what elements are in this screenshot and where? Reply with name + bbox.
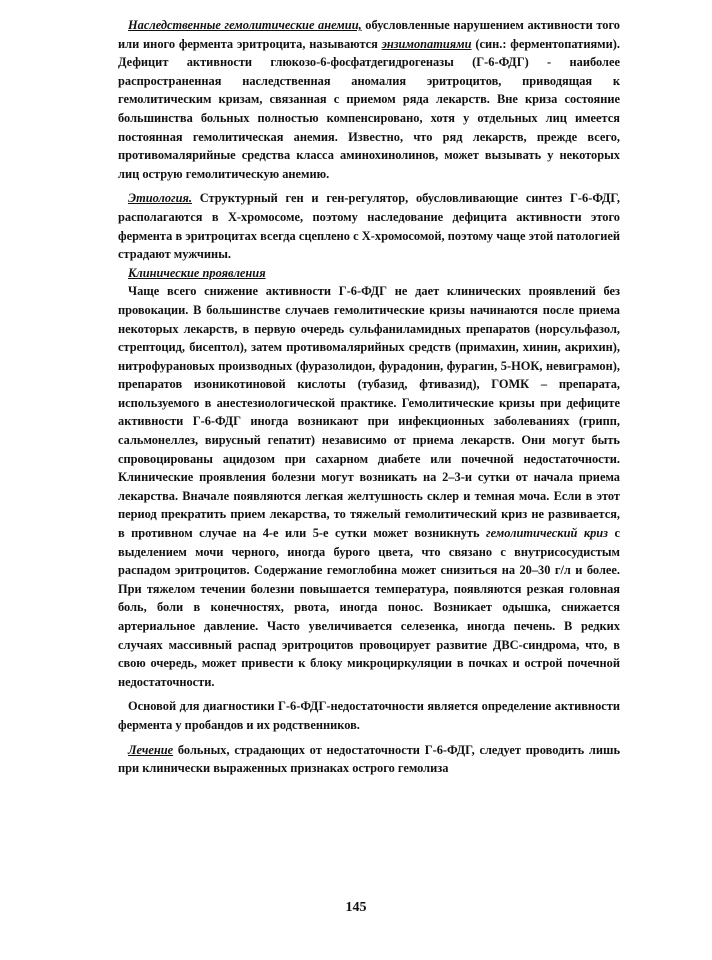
page-body	[118, 16, 620, 778]
paragraph-text: Структурный ген и ген-регулятор, обусловливающие синтез Г-6-ФДГ, располагаются в Х-хромосоме, поэтому наследование дефицита активности этого фермента в эритроцитах всегда сцеплено с Х-хромосомой, поэтому чаще этой патологией страдают мужчины.	[118, 191, 620, 262]
heading-treatment: Лечение	[128, 742, 174, 757]
paragraph-text: с выделением мочи черного, иногда бурого цвета, что связано с внутрисосудистым распадом эритроцитов. Содержание гемоглобина может снизиться на 20–30 г/л и более. При тяжелом течении болезни повышается температура, появляются резкая головная боль, боли в конечностях, рвота, иногда понос. Возникает одышка, снижается артериальное давление. Часто увеличивается селезенка, иногда печень. В редких случаях массивный распад эритроцитов провоцирует развитие ДВС-синдрома, что, в свою очередь, может привести к блоку микроциркуляции в почках и острой почечной недостаточности.	[118, 526, 620, 689]
paragraph-text: больных, страдающих от недостаточности Г-6-ФДГ, следует проводить лишь при клинически выраженных признаках острого гемолиза	[118, 742, 620, 776]
term-hemolytic-crisis: гемолитический криз	[486, 526, 609, 541]
paragraph-hereditary-anemias	[118, 16, 620, 183]
page-number: 145	[345, 900, 367, 915]
paragraph-clinical	[118, 282, 620, 691]
paragraph-text: Чаще всего снижение активности Г-6-ФДГ не дает клинических проявлений без провокации. В большинстве случаев гемолитические кризы начинаются после приема некоторых лекарств, в первую очередь сульфаниламидных препаратов (норсульфазол, стрептоцид, бисептол), затем противомалярийных средств (примахин, хинин, акрихин), нитрофурановых производных (фуразолидон, фурадонин, фурагин, 5-НОК, невиграмон), препаратов изоникотиновой кислоты (тубазид, фтивазид), ГОМК – препарата, используемого в анестезиологической практике. Гемолитические кризы при дефиците активности Г-6-ФДГ иногда возникают при инфекционных заболеваниях (грипп, сальмонеллез, вирусный гепатит) независимо от приема лекарств. Они могут быть спровоцированы ацидозом при сахарном диабете или почечной недостаточности. Клинические проявления болезни могут возникать на 2–3-и сутки от начала приема лекарства. Вначале появляются легкая желтушность склер и темная моча. Если в этот период прекратить прием лекарства, то тяжелый гемолитический криз не развивается, в противном случае на 4-е или 5-е сутки может возникнуть	[118, 284, 620, 541]
paragraph-treatment	[118, 741, 620, 778]
term-hereditary-hemolytic-anemias: Наследственные гемолитические анемии,	[128, 18, 362, 32]
paragraph-diagnostics: Основой для диагностики Г-6-ФДГ-недостаточности является определение активности фермента у пробандов и их родственников.	[118, 699, 620, 732]
paragraph-text: обусловленные нарушением активности того или иного фермента эритроцита, называются	[118, 18, 620, 51]
paragraph-text: (син.: ферментопатиями). Дефицит активности глюкозо-6-фосфатдегидрогеназы (Г-6-ФДГ) - наиболее распространенная наследственная аномалия эритроцитов, приводящая к гемолитическим кризам, связанная с приемом ряда лекарств. Вне криза состояние большинства больных полностью компенсировано, хотя у отдельных лиц имеется постоянная гемолитическая анемия. Известно, что ряд лекарств, прежде всего, противомалярийные средства класса аминохинолинов, может вызывать у некоторых лиц острую гемолитическую анемию.	[118, 36, 620, 181]
heading-etiology: Этиология.	[128, 191, 192, 206]
term-enzymopathies: энзимопатиями	[381, 36, 472, 51]
heading-clinical-manifestations: Клинические проявления	[128, 265, 266, 280]
paragraph-etiology	[118, 189, 620, 263]
